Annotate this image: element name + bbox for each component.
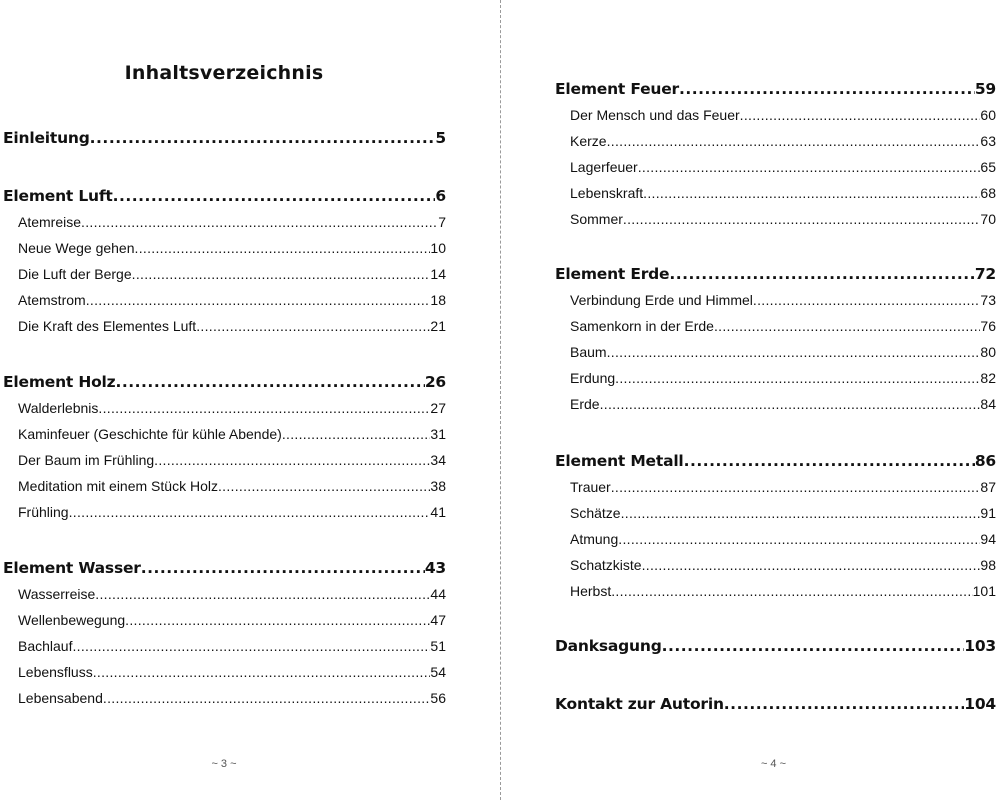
toc-chapter-heading[interactable]: [555, 76, 996, 102]
toc-entry[interactable]: [555, 128, 996, 154]
entry-label: Erdung: [570, 370, 616, 386]
entry-label: Lebensfluss: [18, 664, 93, 680]
toc-entry[interactable]: [555, 365, 996, 391]
chapter-page: 5: [435, 129, 446, 147]
chapter-label: Element Metall: [555, 452, 684, 470]
entry-page: 54: [430, 664, 446, 680]
entry-page: 94: [980, 531, 996, 547]
entry-label: Atemreise: [18, 214, 82, 230]
toc-entry[interactable]: [555, 500, 996, 526]
entry-label: Lebenskraft: [570, 185, 644, 201]
entry-page: 73: [980, 292, 996, 308]
entry-page: 60: [980, 107, 996, 123]
entry-label: Samenkorn in der Erde: [570, 318, 714, 334]
toc-entry[interactable]: [555, 287, 996, 313]
entry-page: 65: [980, 159, 996, 175]
toc-entry[interactable]: [3, 499, 446, 525]
entry-label: Trauer: [570, 479, 611, 495]
entry-label: Wellenbewegung: [18, 612, 126, 628]
intro-section: [3, 125, 446, 151]
entry-page: 80: [980, 344, 996, 360]
entry-label: Verbindung Erde und Himmel: [570, 292, 753, 308]
entry-page: 56: [430, 690, 446, 706]
entry-label: Wasserreise: [18, 586, 96, 602]
entry-label: Der Baum im Frühling: [18, 452, 155, 468]
chapter-page: 86: [974, 452, 996, 470]
toc-entry[interactable]: [555, 313, 996, 339]
chapter-page: 26: [424, 373, 446, 391]
entry-label: Erde: [570, 396, 600, 412]
chapter-luft: [3, 183, 446, 339]
chapter-label: Element Luft: [3, 187, 113, 205]
entry-page: 84: [980, 396, 996, 412]
entry-label: Atemstrom: [18, 292, 86, 308]
entry-label: Atmung: [570, 531, 619, 547]
entry-page: 87: [980, 479, 996, 495]
entry-page: 70: [980, 211, 996, 227]
chapter-label: Kontakt zur Autorin: [555, 695, 724, 713]
entry-label: Walderlebnis: [18, 400, 99, 416]
entry-page: 101: [972, 583, 996, 599]
right-page: [501, 0, 1000, 800]
entry-label: Lebensabend: [18, 690, 103, 706]
toc-chapter-heading[interactable]: [555, 261, 996, 287]
toc-entry[interactable]: [3, 421, 446, 447]
toc-chapter-heading[interactable]: [3, 369, 446, 395]
entry-page: 34: [430, 452, 446, 468]
chapter-label: Danksagung: [555, 637, 662, 655]
toc-entry[interactable]: [555, 339, 996, 365]
toc-entry[interactable]: [555, 578, 996, 604]
entry-page: 68: [980, 185, 996, 201]
danksagung-section: [555, 633, 996, 659]
toc-entry[interactable]: [555, 474, 996, 500]
entry-page: 98: [980, 557, 996, 573]
page-number: ~ 3 ~: [211, 758, 237, 770]
toc-entry[interactable]: [3, 287, 446, 313]
entry-page: 47: [430, 612, 446, 628]
entry-label: Schätze: [570, 505, 621, 521]
entry-page: 51: [430, 638, 446, 654]
page-number: ~ 4 ~: [760, 758, 787, 770]
entry-page: 76: [980, 318, 996, 334]
kontakt-section: [555, 691, 996, 717]
entry-page: 38: [430, 478, 446, 494]
entry-label: Die Luft der Berge: [18, 266, 132, 282]
toc-entry[interactable]: [555, 206, 996, 232]
entry-label: Meditation mit einem Stück Holz: [18, 478, 218, 494]
entry-page: 27: [430, 400, 446, 416]
entry-page: 21: [430, 318, 446, 334]
entry-label: Sommer: [570, 211, 623, 227]
toc-chapter-heading[interactable]: [3, 183, 446, 209]
entry-label: Lagerfeuer: [570, 159, 638, 175]
toc-entry[interactable]: [3, 395, 446, 421]
chapter-label: Element Erde: [555, 265, 670, 283]
entry-label: Herbst: [570, 583, 612, 599]
chapter-label: Element Feuer: [555, 80, 679, 98]
entry-label: Die Kraft des Elementes Luft: [18, 318, 197, 334]
toc-chapter-kontakt[interactable]: [555, 691, 996, 717]
entry-label: Kaminfeuer (Geschichte für kühle Abende): [18, 426, 282, 442]
entry-page: 44: [430, 586, 446, 602]
chapter-page: 104: [964, 695, 996, 713]
chapter-feuer: [555, 76, 996, 232]
toc-entry[interactable]: [3, 235, 446, 261]
entry-page: 91: [980, 505, 996, 521]
toc-entry[interactable]: [3, 607, 446, 633]
toc-entry[interactable]: [555, 526, 996, 552]
chapter-page: 43: [424, 559, 446, 577]
chapter-page: 59: [974, 80, 996, 98]
toc-entry[interactable]: [3, 633, 446, 659]
toc-entry[interactable]: [3, 447, 446, 473]
chapter-page: 72: [974, 265, 996, 283]
entry-label: Der Mensch und das Feuer: [570, 107, 740, 123]
chapter-erde: [555, 261, 996, 417]
entry-page: 31: [430, 426, 446, 442]
entry-label: Frühling: [18, 504, 69, 520]
chapter-page: 103: [964, 637, 996, 655]
entry-label: Neue Wege gehen: [18, 240, 135, 256]
toc-entry[interactable]: [555, 180, 996, 206]
toc-chapter-heading[interactable]: [3, 555, 446, 581]
entry-page: 10: [430, 240, 446, 256]
entry-page: 7: [438, 214, 446, 230]
toc-entry[interactable]: [555, 102, 996, 128]
entry-page: 82: [980, 370, 996, 386]
toc-chapter-einleitung[interactable]: [3, 125, 446, 151]
toc-entry[interactable]: [3, 581, 446, 607]
toc-title: Inhaltsverzeichnis: [124, 62, 324, 84]
toc-chapter-danksagung[interactable]: [555, 633, 996, 659]
entry-label: Schatzkiste: [570, 557, 642, 573]
toc-entry[interactable]: [3, 685, 446, 711]
chapter-label: Element Wasser: [3, 559, 141, 577]
toc-entry[interactable]: [3, 209, 446, 235]
toc-entry[interactable]: [555, 391, 996, 417]
chapter-metall: [555, 448, 996, 604]
toc-entry[interactable]: [555, 552, 996, 578]
entry-label: Baum: [570, 344, 607, 360]
toc-entry[interactable]: [3, 659, 446, 685]
chapter-holz: [3, 369, 446, 525]
chapter-label: Einleitung: [3, 129, 90, 147]
chapter-wasser: [3, 555, 446, 711]
chapter-label: Element Holz: [3, 373, 116, 391]
chapter-page: 6: [435, 187, 446, 205]
toc-entry[interactable]: [3, 473, 446, 499]
toc-entry[interactable]: [555, 154, 996, 180]
entry-page: 63: [980, 133, 996, 149]
entry-page: 41: [430, 504, 446, 520]
entry-page: 18: [430, 292, 446, 308]
entry-page: 14: [430, 266, 446, 282]
toc-entry[interactable]: [3, 313, 446, 339]
toc-chapter-heading[interactable]: [555, 448, 996, 474]
entry-label: Kerze: [570, 133, 607, 149]
entry-label: Bachlauf: [18, 638, 73, 654]
toc-entry[interactable]: [3, 261, 446, 287]
